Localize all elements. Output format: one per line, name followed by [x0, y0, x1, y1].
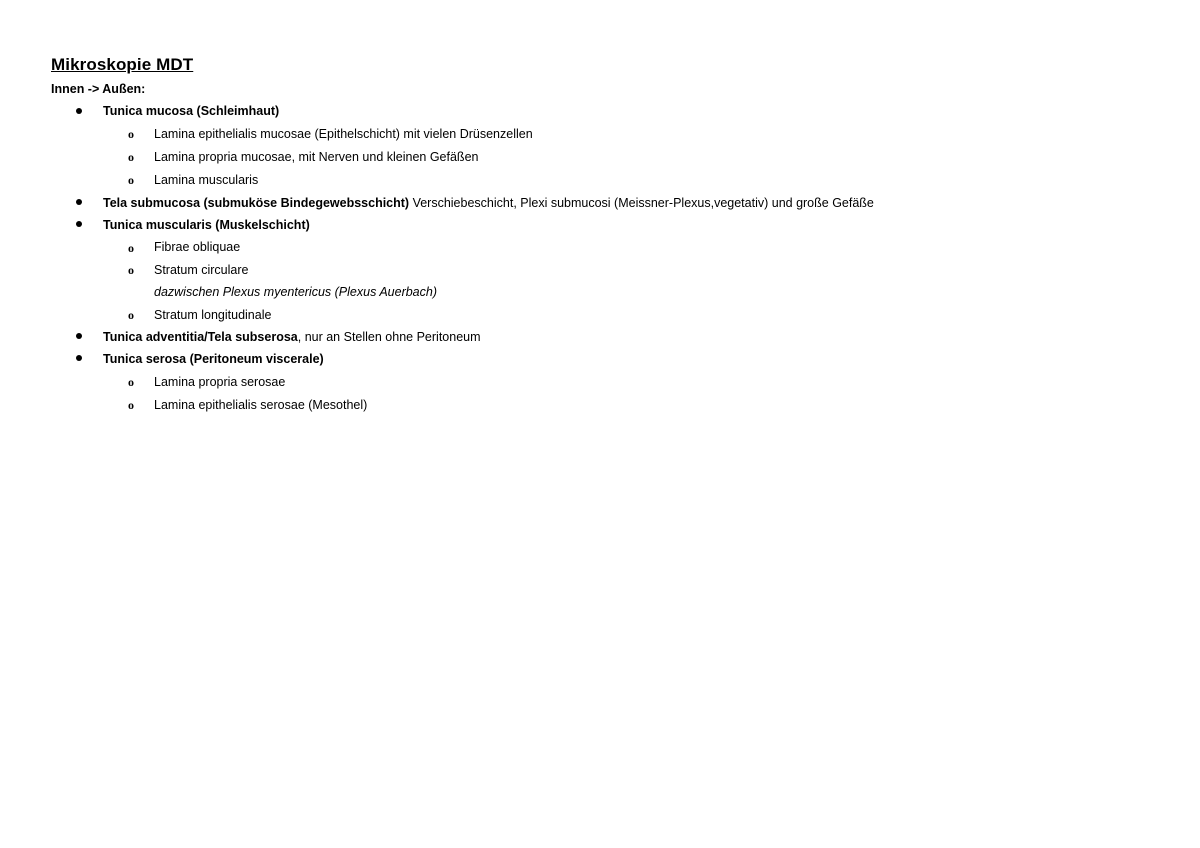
bullet-icon	[76, 108, 82, 114]
list-item-1-sub-1: Lamina epithelialis mucosae (Epithelschicht) mit vielen Drüsenzellen	[154, 127, 533, 141]
list-item-3	[103, 217, 310, 233]
list-item-5-heading: Tunica serosa (Peritoneum viscerale)	[103, 352, 324, 366]
sub-bullet-icon: o	[128, 398, 134, 412]
sub-bullet-icon: o	[128, 308, 134, 322]
list-item-4	[103, 329, 481, 345]
document-subtitle: Innen -> Außen:	[51, 82, 146, 96]
list-item-3-sub-3: Stratum longitudinale	[154, 308, 272, 322]
list-item-5-sub-2: Lamina epithelialis serosae (Mesothel)	[154, 398, 368, 412]
list-item-4-heading: Tunica adventitia/Tela subserosa	[103, 330, 298, 344]
sub-bullet-icon: o	[128, 127, 134, 141]
list-item-1	[103, 103, 279, 119]
sub-bullet-icon: o	[128, 173, 134, 187]
list-item-3-sub-2: Stratum circulare	[154, 263, 249, 277]
list-item-3-heading: Tunica muscularis (Muskelschicht)	[103, 218, 310, 232]
sub-bullet-icon: o	[128, 263, 134, 277]
bullet-icon	[76, 221, 82, 227]
list-item-2-heading: Tela submucosa (submuköse Bindegewebsschicht)	[103, 196, 410, 210]
sub-bullet-icon: o	[128, 241, 134, 255]
list-item-1-heading: Tunica mucosa (Schleimhaut)	[103, 104, 280, 118]
sub-bullet-icon: o	[128, 150, 134, 164]
list-item-2-text: Verschiebeschicht, Plexi submucosi (Meissner-Plexus,vegetativ) und große Gefäße	[409, 196, 874, 210]
bullet-icon	[76, 199, 82, 205]
list-item-4-text: , nur an Stellen ohne Peritoneum	[297, 330, 481, 344]
document-title: Mikroskopie MDT	[51, 55, 194, 74]
bullet-icon	[76, 355, 82, 361]
list-item-3-sub-1: Fibrae obliquae	[154, 240, 241, 254]
list-item-5	[103, 351, 324, 367]
list-item-1-sub-2: Lamina propria mucosae, mit Nerven und kleinen Gefäßen	[154, 150, 479, 164]
list-item-3-note: dazwischen Plexus myentericus (Plexus Auerbach)	[154, 285, 437, 299]
bullet-icon	[76, 333, 82, 339]
list-item-1-sub-3: Lamina muscularis	[154, 173, 259, 187]
list-item-2	[103, 195, 874, 211]
list-item-5-sub-1: Lamina propria serosae	[154, 375, 286, 389]
sub-bullet-icon: o	[128, 375, 134, 389]
